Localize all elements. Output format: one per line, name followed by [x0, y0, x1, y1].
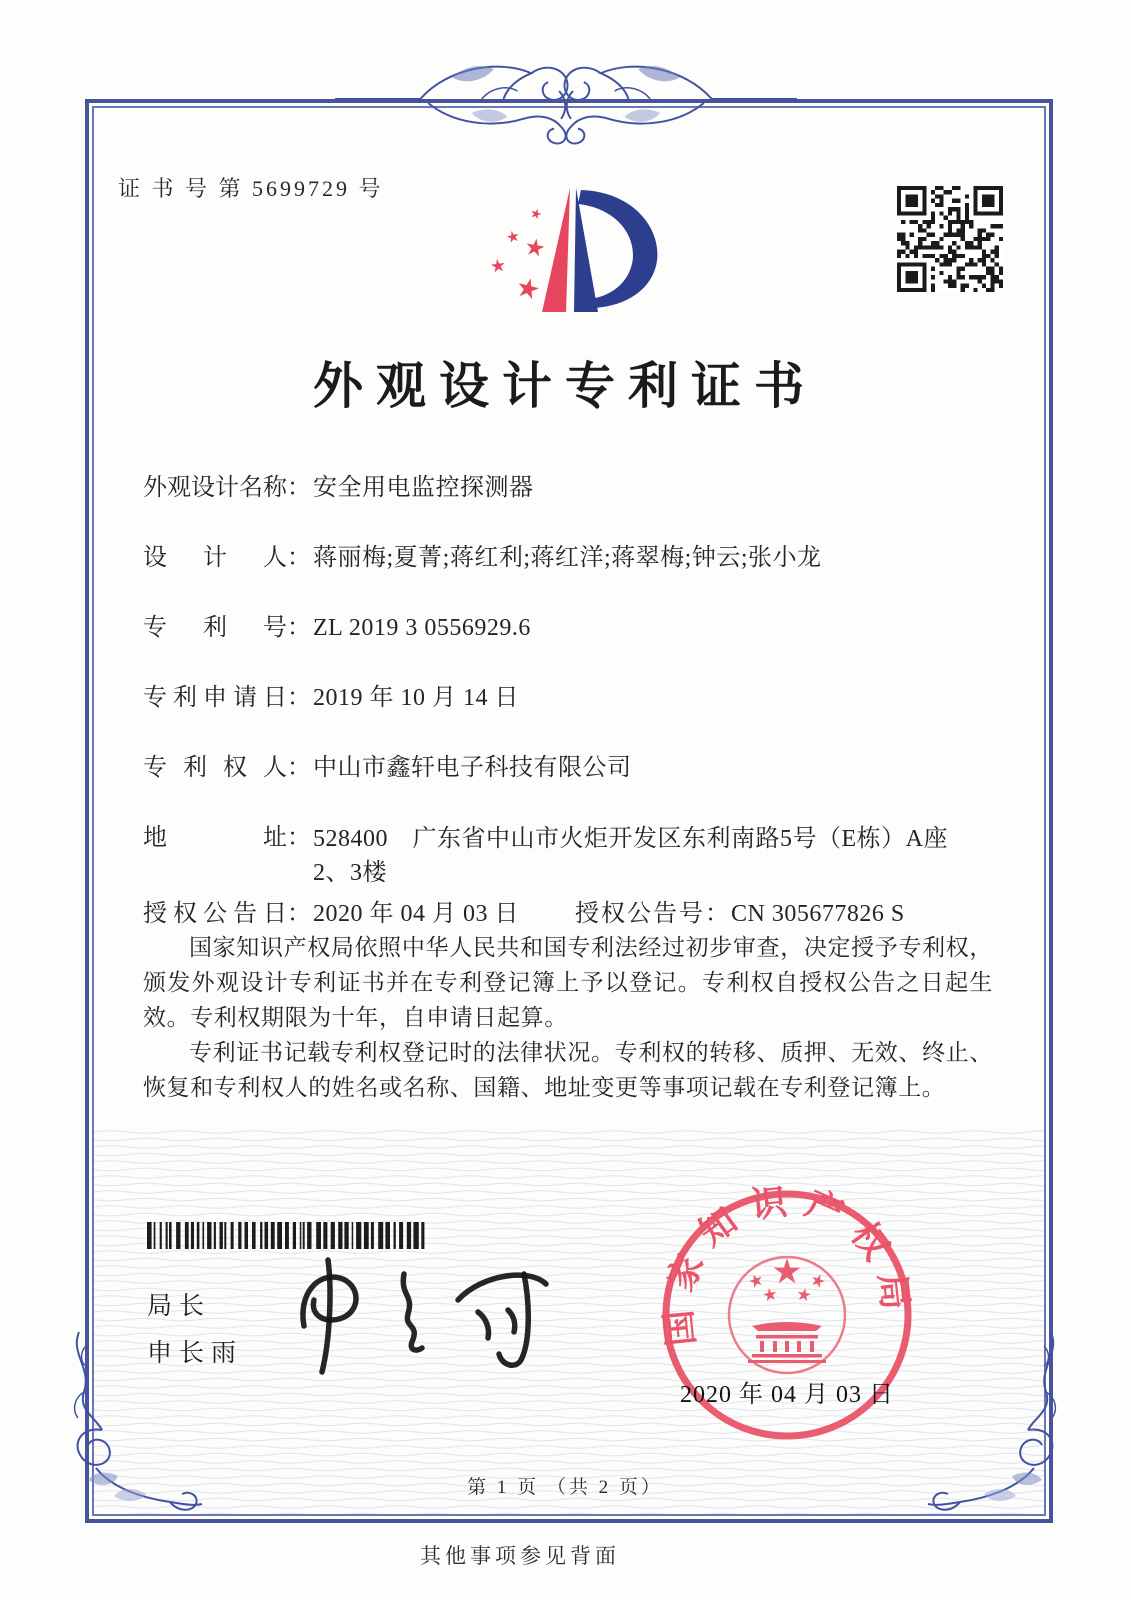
field-grant-number: 授权公告号：CN 305677826 S [575, 901, 905, 927]
field-value: 安全用电监控探测器 [313, 475, 534, 501]
issuer-title: 局长 [147, 1292, 212, 1320]
issuer-name: 申长雨 [147, 1339, 244, 1367]
field-label: 授权公告日 [143, 901, 287, 927]
cnipa-logo-icon [478, 182, 668, 320]
official-seal [650, 1178, 924, 1452]
field-patentee: 专利权人：中山市鑫轩电子科技有限公司 [143, 752, 1003, 784]
field-grant-row: 授权公告日：2020 年 04 月 03 日 授权公告号：CN 305677826 S [143, 898, 1003, 930]
field-filing-date: 专利申请日：2019 年 10 月 14 日 [143, 682, 1003, 714]
field-designers: 设计人：蒋丽梅;夏菁;蒋红利;蒋红洋;蒋翠梅;钟云;张小龙 [143, 542, 1003, 574]
field-value: 2019 年 10 月 14 日 [313, 685, 519, 711]
field-value: 蒋丽梅;夏菁;蒋红利;蒋红洋;蒋翠梅;钟云;张小龙 [313, 545, 822, 571]
legal-paragraph-2: 专利证书记载专利权登记时的法律状况。专利权的转移、质押、无效、终止、恢复和专利权人的姓名或名称、国籍、地址变更等事项记载在专利登记簿上。 [143, 1040, 993, 1100]
top-flourish-ornament [333, 46, 799, 152]
field-label: 授权公告号 [575, 901, 705, 927]
legal-paragraph-1: 国家知识产权局依照中华人民共和国专利法经过初步审查，决定授予专利权，颁发外观设计专利证书并在专利登记簿上予以登记。专利权自授权公告之日起生效。专利权期限为十年，自申请日起算。 [143, 935, 993, 1030]
barcode [145, 1222, 432, 1249]
field-value: 中山市鑫轩电子科技有限公司 [313, 755, 632, 781]
field-label: 专利申请日 [143, 685, 287, 711]
certificate-number: 证 书 号 第 5699729 号 [118, 176, 384, 201]
seal-graphic-icon [650, 1178, 924, 1452]
bottom-right-corner-ornament [924, 1326, 1074, 1538]
field-label: 外观设计名称 [143, 475, 287, 501]
legal-text [143, 930, 993, 1105]
field-value [313, 822, 973, 890]
national-emblem-icon [729, 1257, 845, 1373]
back-side-note: 其他事项参见背面 [420, 1544, 620, 1568]
seal-agency-text: 国家知识产权局 [657, 1180, 917, 1348]
field-design-name: 外观设计名称：安全用电监控探测器 [143, 472, 1003, 504]
field-label: 设计人 [143, 545, 287, 571]
field-patent-number: 专利号：ZL 2019 3 0556929.6 [143, 612, 1003, 644]
field-label: 专利号 [143, 615, 287, 641]
field-label: 专利权人 [143, 755, 287, 781]
field-value: ZL 2019 3 0556929.6 [313, 615, 531, 641]
address-line-1: 528400 广东省中山市火炬开发区东利南路5号（E栋）A座 [313, 826, 948, 852]
field-address: 地址：528400 广东省中山市火炬开发区东利南路5号（E栋）A座 2、3楼 [143, 822, 1003, 890]
seal-date: 2020 年 04 月 03 日 [680, 1382, 894, 1408]
director-signature-icon [262, 1248, 572, 1378]
qr-code [897, 186, 1003, 292]
page-number: 第 1 页 （共 2 页） [467, 1477, 663, 1498]
certificate-title: 外观设计专利证书 [313, 358, 817, 414]
address-line-2: 2、3楼 [313, 860, 387, 886]
field-value: CN 305677826 S [731, 901, 905, 927]
field-label: 地址 [143, 825, 287, 851]
certificate-fields [143, 472, 1003, 968]
field-value: 2020 年 04 月 03 日 [313, 901, 519, 927]
